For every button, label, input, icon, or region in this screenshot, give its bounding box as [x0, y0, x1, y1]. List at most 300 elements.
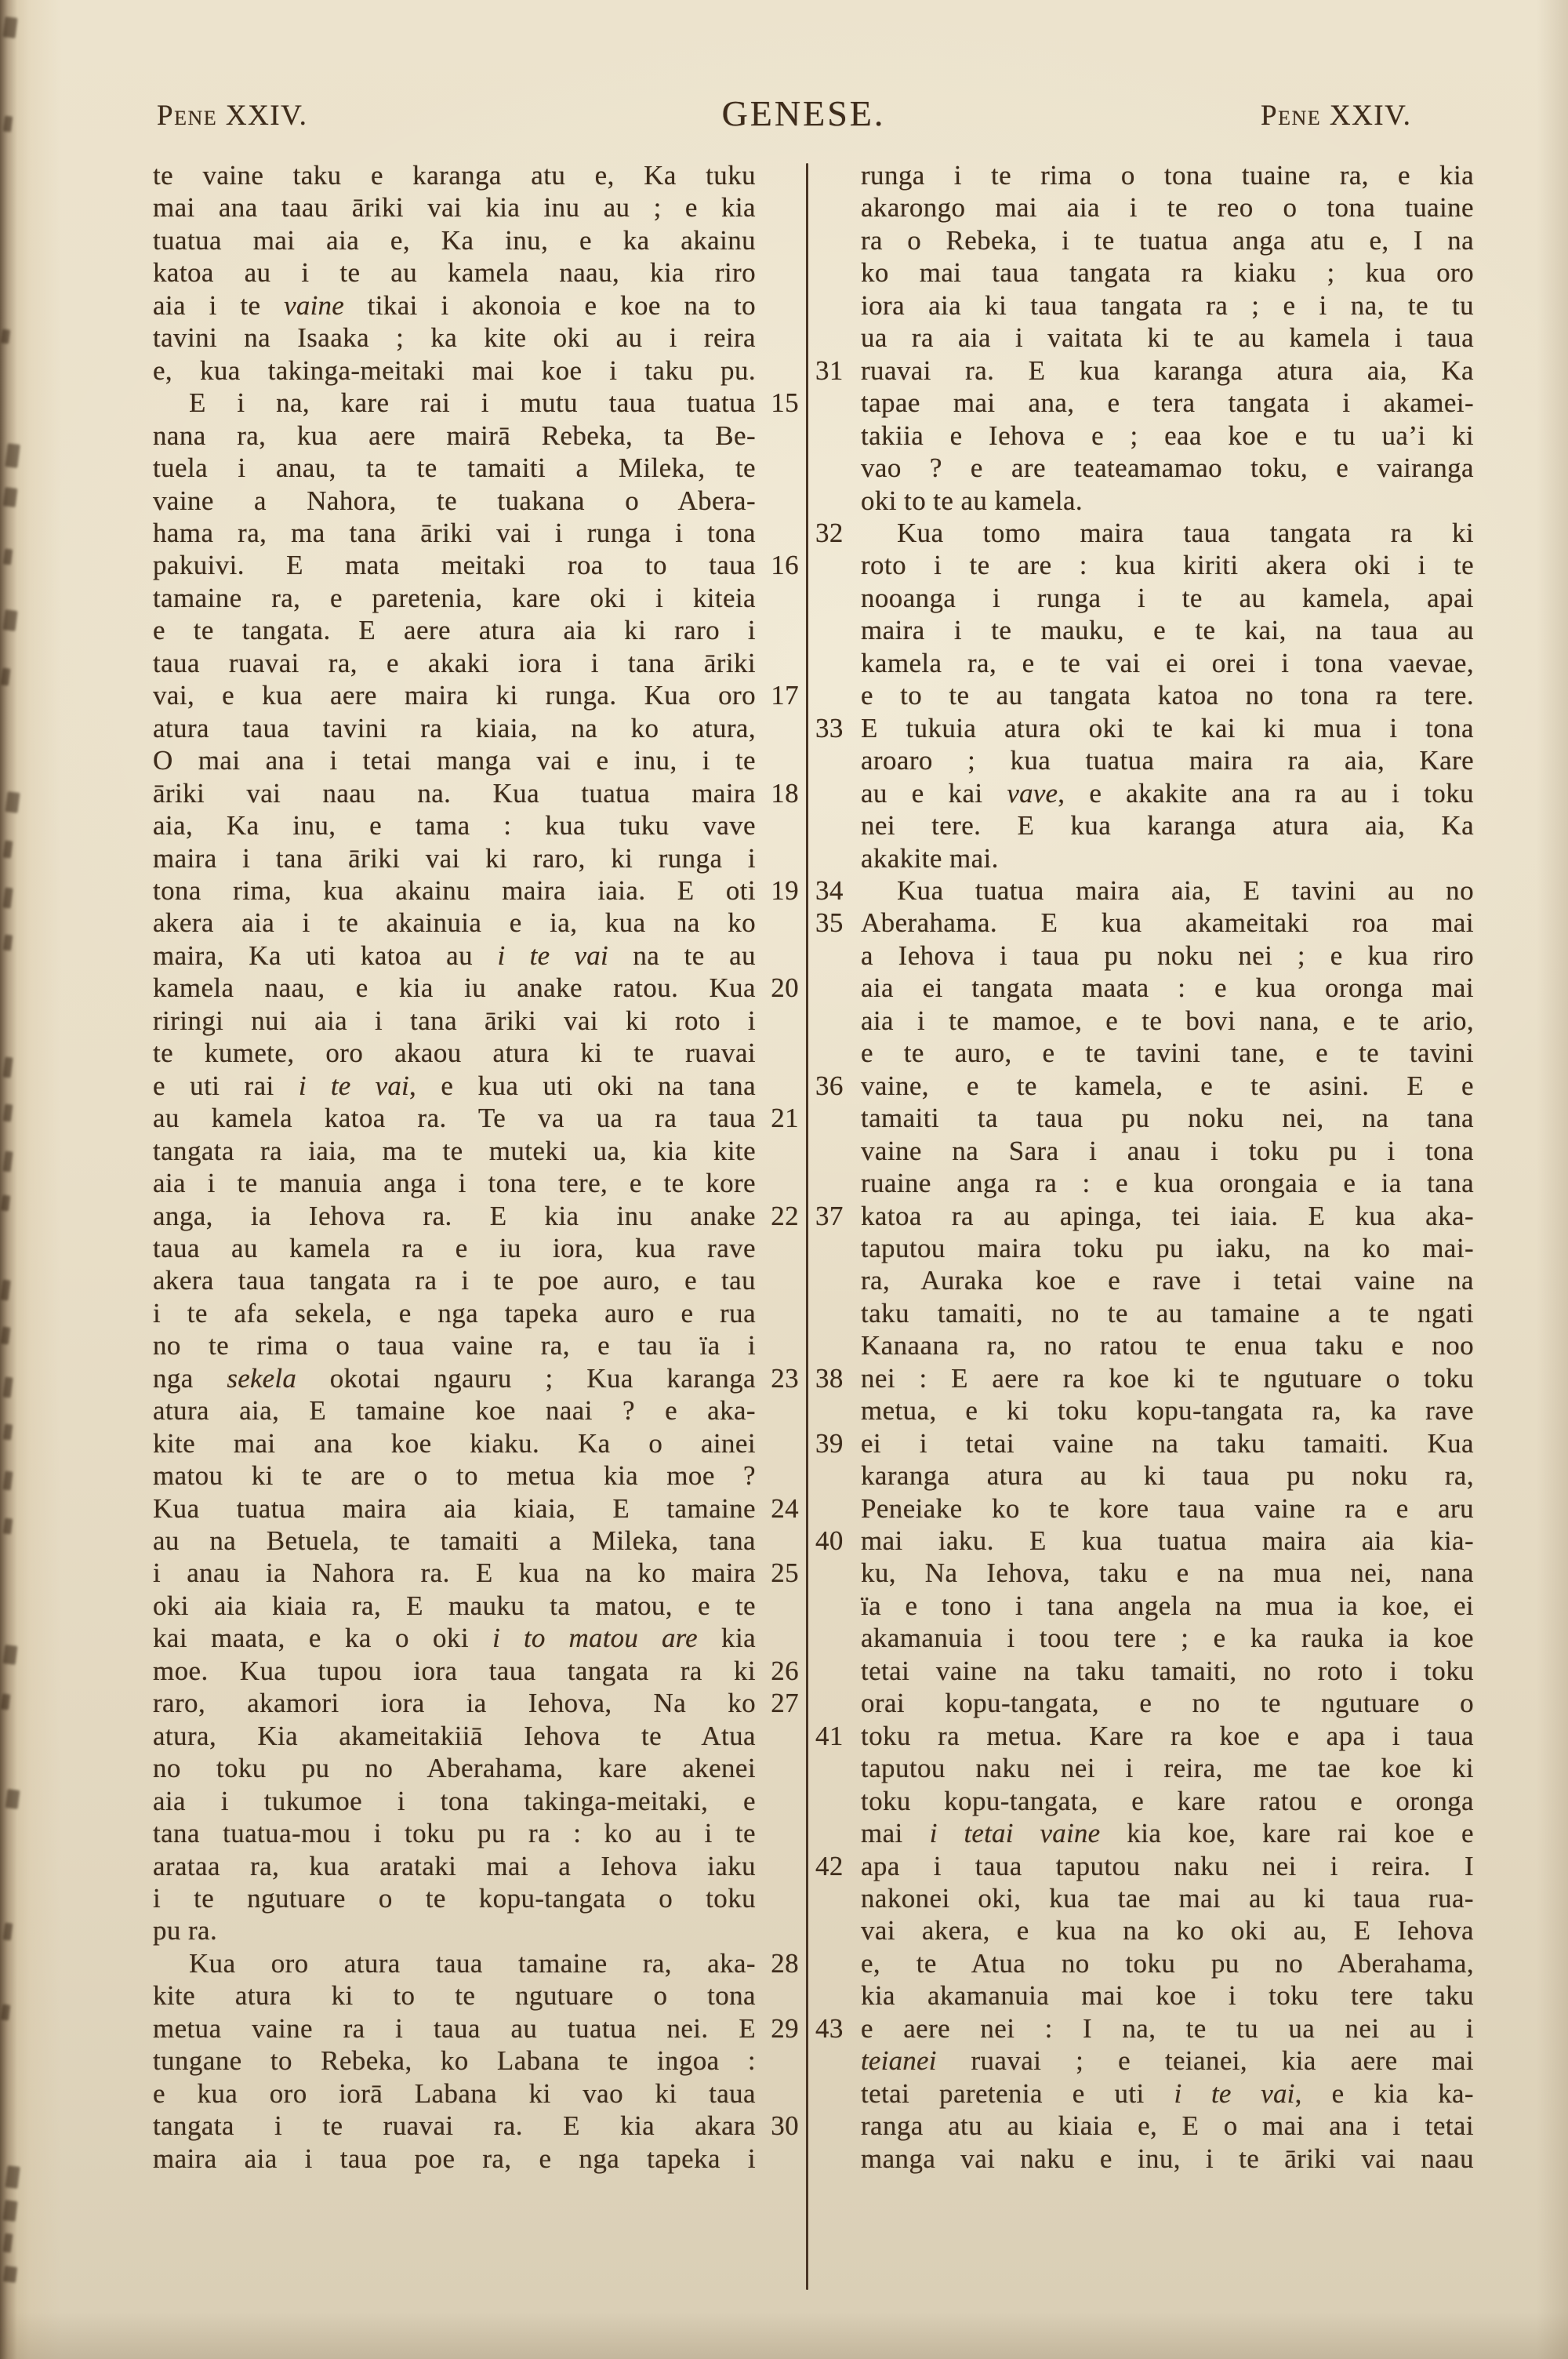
- text-line: [814, 940, 1474, 972]
- text-line: [814, 679, 1474, 711]
- text-line-content: riringi nui aia i tana āriki vai ki roto i: [153, 1005, 756, 1036]
- text-line: [814, 420, 1474, 452]
- text-line: [814, 1557, 1474, 1589]
- adjacent-page-text-fragment: [5, 1789, 20, 1809]
- text-line-content: kamela ra, e te vai ei orei i tona vaevae,: [861, 647, 1474, 678]
- text-line-content: Kua tuatua maira aia, E tavini au no: [897, 874, 1474, 906]
- verse-number: 17: [771, 680, 799, 711]
- text-line-content: arataa ra, kua arataki mai a Iehova iaku: [153, 1850, 756, 1881]
- text-line: [153, 1655, 804, 1687]
- text-line: [153, 1752, 804, 1784]
- verse-number: 27: [771, 1688, 799, 1719]
- text-line: [153, 1329, 804, 1361]
- text-line: [153, 159, 804, 191]
- text-line: [153, 1297, 804, 1329]
- text-line: [153, 1394, 804, 1427]
- text-line: [814, 1850, 1474, 1882]
- adjacent-page-text-fragment: [2, 16, 17, 38]
- text-line-content: ei i tetai vaine na taku tamaiti. Kua: [861, 1427, 1474, 1459]
- text-line-content: i anau ia Nahora ra. E kua na ko maira: [153, 1558, 756, 1589]
- text-line: [153, 354, 804, 387]
- text-line: [814, 1394, 1474, 1427]
- verse-number: 36: [815, 1070, 844, 1101]
- text-line-content: ko mai taua tangata ra kiaku ; kua oro: [861, 257, 1474, 289]
- text-line-content: mai iaku. E kua tuatua maira aia kia-: [861, 1525, 1474, 1557]
- text-line: [153, 1264, 804, 1296]
- text-line-content: tona rima, kua akainu maira iaia. E oti: [153, 874, 756, 906]
- text-line-content: raro, akamori iora ia Iehova, Na ko: [153, 1688, 756, 1719]
- text-line-content: e aere nei : I na, te tu ua nei au i: [861, 2012, 1474, 2044]
- text-line: [153, 712, 804, 744]
- adjacent-page-text-fragment: [3, 2266, 17, 2283]
- page-bottom-edge-shading: [0, 2312, 1568, 2359]
- text-line-content: Kanaana ra, no ratou te enua taku e noo: [861, 1330, 1474, 1361]
- text-line-content: orai kopu-tangata, e no te ngutuare o: [861, 1688, 1474, 1719]
- text-line-content: O mai ana i tetai manga vai e inu, i te: [153, 745, 756, 776]
- verse-number: 25: [771, 1558, 799, 1589]
- text-line-content: takiia e Iehova e ; eaa koe e tu ua’i ki: [861, 420, 1474, 451]
- text-line: [153, 582, 804, 614]
- text-line: [814, 2077, 1474, 2110]
- text-line-content: Peneiake ko te kore taua vaine ra e aru: [861, 1492, 1474, 1524]
- text-line: [814, 256, 1474, 289]
- text-column-left: [153, 159, 804, 2175]
- text-line-content: maira, Ka uti katoa au i te vai na te au: [153, 940, 757, 971]
- text-line-content: e, te Atua no toku pu no Aberahama,: [861, 1947, 1474, 1979]
- text-line: [153, 1590, 804, 1622]
- verse-number: 26: [771, 1655, 799, 1686]
- text-line: [814, 2110, 1474, 2142]
- text-line-content: i te ngutuare o te kopu-tangata o toku: [153, 1883, 756, 1914]
- text-line: [153, 744, 804, 776]
- text-line: [153, 1687, 804, 1719]
- text-line-content: oki to te au kamela.: [861, 485, 1083, 516]
- text-line: [814, 1817, 1474, 1849]
- text-line: [814, 2012, 1474, 2045]
- text-line: [153, 647, 804, 679]
- text-line-content: manga vai naku e inu, i te āriki vai naau: [861, 2143, 1474, 2174]
- text-line: [153, 420, 804, 452]
- text-line: [814, 1037, 1474, 1069]
- adjacent-page-text-fragment: [3, 548, 13, 565]
- text-line: [153, 1525, 804, 1557]
- adjacent-page-text-fragment: [5, 2165, 20, 2189]
- text-line-content: matou ki te are o to metua kia moe ?: [153, 1460, 756, 1492]
- text-line: [814, 387, 1474, 419]
- adjacent-page-text-fragment: [3, 1423, 13, 1440]
- text-line-content: E tukuia atura oki te kai ki mua i tona: [861, 712, 1474, 743]
- text-line: [814, 1525, 1474, 1557]
- adjacent-page-text-fragment: [5, 791, 20, 813]
- text-line: [814, 809, 1474, 841]
- text-line: [153, 2110, 804, 2142]
- verse-number: 33: [815, 712, 844, 743]
- text-line: [153, 517, 804, 549]
- text-line: [153, 224, 804, 256]
- verse-number: 30: [771, 2110, 799, 2142]
- text-line-content: aia i tukumoe i tona takinga-meitaki, e: [153, 1785, 756, 1816]
- text-line-content: kia akamanuia mai koe i toku tere taku: [861, 1980, 1474, 2012]
- text-line: [153, 777, 804, 809]
- text-line-content: tamaine ra, e paretenia, kare oki i kiteia: [153, 582, 756, 613]
- text-line-content: nei tere. E kua karanga atura aia, Ka: [861, 810, 1474, 841]
- text-line-content: aia ei tangata maata : e kua oronga mai: [861, 972, 1474, 1004]
- text-line: [153, 1005, 804, 1037]
- text-line: [814, 1459, 1474, 1492]
- text-line: [153, 907, 804, 939]
- text-line-content: toku kopu-tangata, e kare ratou e oronga: [861, 1785, 1474, 1816]
- text-line: [153, 1979, 804, 2012]
- adjacent-page-text-fragment: [1, 667, 11, 685]
- verse-number: 35: [815, 907, 844, 939]
- adjacent-page-text-fragment: [3, 1103, 13, 1121]
- text-line-content: Kua oro atura taua tamaine ra, aka-: [189, 1947, 756, 1979]
- text-line-content: iora aia ki taua tangata ra ; e i na, te tu: [861, 289, 1474, 321]
- text-line-content: akera aia i te akainuia e ia, kua na ko: [153, 907, 756, 939]
- text-line: [814, 1135, 1474, 1167]
- adjacent-page-text-fragment: [3, 1470, 13, 1490]
- text-line-content: Kua tomo maira taua tangata ra ki: [897, 517, 1474, 548]
- text-line: [814, 1655, 1474, 1687]
- text-line: [814, 1070, 1474, 1102]
- verse-number: 23: [771, 1362, 799, 1394]
- text-line: [814, 1005, 1474, 1037]
- text-line: [153, 2045, 804, 2077]
- text-line: [153, 1135, 804, 1167]
- text-line: [814, 159, 1474, 191]
- text-line-content: aia i te manuia anga i tona tere, e te kore: [153, 1168, 756, 1199]
- text-line-content: e kua oro iorā Labana ki vao ki taua: [153, 2077, 756, 2109]
- text-line: [153, 1200, 804, 1232]
- verse-number: 21: [771, 1103, 799, 1134]
- text-line-content: taku tamaiti, no te au tamaine a te ngati: [861, 1297, 1474, 1329]
- text-line-content: e te auro, e te tavini tane, e te tavini: [861, 1038, 1474, 1069]
- verse-number: 19: [771, 874, 799, 906]
- text-line-content: a Iehova i taua pu noku nei ; e kua riro: [861, 940, 1474, 971]
- verse-number: 16: [771, 550, 799, 581]
- text-line: [814, 1167, 1474, 1199]
- text-line: [814, 1622, 1474, 1654]
- text-line-content: vaine, e te kamela, e te asini. E e: [861, 1070, 1474, 1101]
- running-head-left: Pene XXIV.: [157, 100, 308, 132]
- text-line-content: nooanga i runga i te au kamela, apai: [861, 582, 1474, 613]
- text-line-content: taua ruavai ra, e akaki iora i tana āriki: [153, 647, 756, 678]
- verse-number: 18: [771, 777, 799, 809]
- text-line-content: kite atura ki to te ngutuare o tona: [153, 1980, 756, 2012]
- text-line-content: maira i te mauku, e te kai, na taua au: [861, 615, 1474, 646]
- text-line: [153, 1785, 804, 1817]
- text-line: [153, 1850, 804, 1882]
- text-line-content: tungane to Rebeka, ko Labana te ingoa :: [153, 2045, 756, 2077]
- text-line: [153, 1167, 804, 1199]
- text-line-content: e te tangata. E aere atura aia ki raro i: [153, 615, 756, 646]
- text-line: [153, 1492, 804, 1525]
- text-line: [814, 907, 1474, 939]
- text-line: [814, 712, 1474, 744]
- verse-number: 24: [771, 1492, 799, 1524]
- text-line: [814, 1785, 1474, 1817]
- text-line: [814, 2045, 1474, 2077]
- text-line-content: mai i tetai vaine kia koe, kare rai koe e: [861, 1818, 1474, 1849]
- text-line: [814, 777, 1474, 809]
- text-line-content: tetai vaine na taku tamaiti, no roto i toku: [861, 1655, 1474, 1686]
- text-line-content: kamela naau, e kia iu anake ratou. Kua: [153, 972, 756, 1004]
- text-line-content: akarongo mai aia i te reo o tona tuaine: [861, 192, 1474, 224]
- verse-number: 15: [771, 387, 799, 419]
- text-line: [153, 2077, 804, 2110]
- text-line: [153, 614, 804, 646]
- text-line-content: oki aia kiaia ra, E mauku ta matou, e te: [153, 1590, 756, 1621]
- page-right-edge-shading: [1537, 0, 1568, 2359]
- text-line: [814, 485, 1474, 517]
- text-line-content: taputou maira toku pu iaku, na ko mai-: [861, 1232, 1474, 1263]
- adjacent-page-text-fragment: [3, 1922, 13, 1940]
- adjacent-page-text-fragment: [2, 2200, 17, 2222]
- text-line: [814, 614, 1474, 646]
- verse-number: 31: [815, 354, 844, 386]
- text-line: [153, 1232, 804, 1264]
- text-line: [814, 289, 1474, 322]
- text-line-content: maira i tana āriki vai ki raro, ki runga i: [153, 842, 756, 874]
- verse-number: 28: [771, 1947, 799, 1979]
- text-line-content: metua, e ki toku kopu-tangata ra, ka rave: [861, 1395, 1474, 1427]
- adjacent-page-text-fragment: [1, 1693, 10, 1710]
- adjacent-page-text-fragment: [3, 934, 13, 951]
- text-line-content: tetai paretenia e uti i te vai, e kia ka-: [861, 2077, 1474, 2109]
- text-line-content: ua ra aia i vaitata ki te au kamela i taua: [861, 322, 1474, 354]
- text-line: [814, 1947, 1474, 1979]
- text-line: [153, 1947, 804, 1979]
- text-line: [153, 874, 804, 907]
- text-line-content: tangata i te ruavai ra. E kia akara: [153, 2110, 756, 2142]
- text-line-content: atura, Kia akameitakiiā Iehova te Atua: [153, 1720, 756, 1751]
- text-line: [814, 1264, 1474, 1296]
- text-line: [153, 549, 804, 581]
- text-line-content: tangata ra iaia, ma te muteki ua, kia kite: [153, 1135, 756, 1166]
- text-line: [814, 517, 1474, 549]
- text-line-content: vai, e kua aere maira ki runga. Kua oro: [153, 680, 756, 711]
- text-line: [814, 1687, 1474, 1719]
- text-line-content: no te rima o taua vaine ra, e tau ïa i: [153, 1330, 756, 1361]
- verse-number: 29: [771, 2012, 799, 2044]
- text-line-content: nakonei oki, kua tae mai au ki taua rua-: [861, 1883, 1474, 1914]
- adjacent-page-text-fragment: [2, 609, 17, 631]
- text-line-content: e to te au tangata katoa no tona ra tere.: [861, 680, 1474, 711]
- text-line: [153, 256, 804, 289]
- text-line-content: aia i te mamoe, e te bovi nana, e te ario,: [861, 1005, 1474, 1036]
- text-line: [814, 582, 1474, 614]
- text-line: [814, 1492, 1474, 1525]
- text-line-content: au kamela katoa ra. Te va ua ra taua: [153, 1103, 756, 1134]
- text-line-content: ruaine anga ra : e kua orongaia e ia tana: [861, 1168, 1474, 1199]
- text-line: [814, 972, 1474, 1004]
- text-line-content: te vaine taku e karanga atu e, Ka tuku: [153, 160, 756, 191]
- text-line-content: pakuivi. E mata meitaki roa to taua: [153, 550, 756, 581]
- text-line-content: tamaiti ta taua pu noku nei, na tana: [861, 1103, 1474, 1134]
- text-line: [153, 1102, 804, 1134]
- text-line-content: nga sekela okotai ngauru ; Kua karanga: [153, 1362, 756, 1394]
- adjacent-page-text-fragment: [1, 329, 10, 343]
- text-line-content: akamanuia i toou tere ; e ka rauka ia koe: [861, 1623, 1474, 1654]
- text-line: [153, 1557, 804, 1589]
- verse-number: 20: [771, 972, 799, 1004]
- text-line: [814, 647, 1474, 679]
- text-line: [814, 1427, 1474, 1459]
- text-line: [153, 452, 804, 484]
- text-line-content: anga, ia Iehova ra. E kia inu anake: [153, 1200, 756, 1231]
- text-line-content: tuatua mai aia e, Ka inu, e ka akainu: [153, 224, 756, 256]
- text-line: [814, 1914, 1474, 1946]
- text-line: [153, 1622, 804, 1654]
- text-line-content: akakite mai.: [861, 842, 999, 874]
- adjacent-page-text-fragment: [3, 2233, 13, 2252]
- adjacent-page-text-fragment: [1, 1326, 11, 1344]
- verse-number: 22: [771, 1200, 799, 1231]
- adjacent-page-text-fragment: [3, 840, 13, 858]
- verse-number: 37: [815, 1200, 844, 1231]
- adjacent-page-text-fragment: [2, 887, 13, 908]
- adjacent-page-text-fragment: [1, 2004, 10, 2020]
- text-line-content: ruavai ra. E kua karanga atura aia, Ka: [861, 354, 1474, 386]
- text-line-content: runga i te rima o tona tuaine ra, e kia: [861, 160, 1474, 191]
- text-line-content: tavini na Isaaka ; ka kite oki au i reira: [153, 322, 756, 354]
- text-line-content: tuela i anau, ta te tamaiti a Mileka, te: [153, 453, 756, 484]
- text-line: [814, 874, 1474, 907]
- text-line: [153, 1817, 804, 1849]
- text-line: [153, 972, 804, 1004]
- adjacent-page-text-fragment: [3, 115, 13, 132]
- adjacent-page-text-fragment: [5, 443, 20, 468]
- text-line-content: te kumete, oro akaou atura ki te ruavai: [153, 1038, 756, 1069]
- running-head-right: Pene XXIV.: [1261, 100, 1412, 132]
- adjacent-page-text-fragment: [2, 1056, 13, 1078]
- text-line-content: moe. Kua tupou iora taua tangata ra ki: [153, 1655, 756, 1686]
- text-line-content: katoa au i te au kamela naau, kia riro: [153, 257, 756, 289]
- text-line: [814, 744, 1474, 776]
- text-line-content: ku, Na Iehova, taku e na mua nei, nana: [861, 1558, 1474, 1589]
- text-line-content: taputou naku nei i reira, me tae koe ki: [861, 1753, 1474, 1784]
- adjacent-page-text-fragment: [0, 1279, 10, 1300]
- text-line-content: ïa e tono i tana angela na mua ia koe, ei: [861, 1590, 1474, 1621]
- text-line: [153, 289, 804, 322]
- text-line-content: ranga atu au kiaia e, E o mai ana i tetai: [861, 2110, 1474, 2142]
- text-line-content: kai maata, e ka o oki i to matou are kia: [153, 1623, 757, 1654]
- verse-number: 39: [815, 1427, 844, 1459]
- text-line-content: no toku pu no Aberahama, kare akenei: [153, 1753, 756, 1784]
- text-line: [153, 2143, 804, 2175]
- verse-number: 34: [815, 874, 844, 906]
- text-line: [153, 1427, 804, 1459]
- text-line-content: aia i te vaine tikai i akonoia e koe na to: [153, 289, 756, 321]
- text-line-content: atura taua tavini ra kiaia, na ko atura,: [153, 712, 756, 743]
- adjacent-page-text-fragment: [3, 1518, 13, 1534]
- text-line: [814, 354, 1474, 387]
- text-line-content: nana ra, kua aere mairā Rebeka, ta Be-: [153, 420, 756, 451]
- text-line-content: nei : E aere ra koe ki te ngutuare o toku: [861, 1362, 1474, 1394]
- text-line-content: tana tuatua-mou i toku pu ra : ko au i te: [153, 1818, 756, 1849]
- text-line: [814, 1200, 1474, 1232]
- text-line-content: atura aia, E tamaine koe naai ? e aka-: [153, 1395, 756, 1427]
- text-line: [153, 1037, 804, 1069]
- text-line-content: Kua tuatua maira aia kiaia, E tamaine: [153, 1492, 756, 1524]
- text-line: [814, 1752, 1474, 1784]
- text-line-content: karanga atura au ki taua pu noku ra,: [861, 1460, 1474, 1492]
- text-line: [814, 549, 1474, 581]
- text-line: [153, 1882, 804, 1914]
- text-line: [814, 191, 1474, 224]
- text-line: [153, 485, 804, 517]
- adjacent-page-text-fragment: [1, 1194, 10, 1211]
- verse-number: 32: [815, 517, 844, 548]
- book-gutter-shadow: [0, 0, 61, 2359]
- text-line-content: E i na, kare rai i mutu taua tuatua: [189, 387, 756, 419]
- text-line: [814, 322, 1474, 354]
- text-line: [814, 1297, 1474, 1329]
- text-line: [814, 1232, 1474, 1264]
- verse-number: 43: [815, 2012, 844, 2044]
- text-line: [814, 1590, 1474, 1622]
- text-line: [153, 679, 804, 711]
- text-line-content: au na Betuela, te tamaiti a Mileka, tana: [153, 1525, 756, 1557]
- text-line: [153, 1070, 804, 1102]
- verse-number: 41: [815, 1720, 844, 1751]
- text-line-content: teianei ruavai ; e teianei, kia aere mai: [861, 2045, 1474, 2077]
- text-line: [153, 2012, 804, 2045]
- text-line-content: taua au kamela ra e iu iora, kua rave: [153, 1232, 756, 1263]
- text-line: [814, 1720, 1474, 1752]
- text-line-content: pu ra.: [153, 1915, 218, 1946]
- text-line: [153, 387, 804, 419]
- text-line: [153, 1720, 804, 1752]
- text-line-content: apa i taua taputou naku nei i reira. I: [861, 1850, 1474, 1881]
- text-line: [814, 224, 1474, 256]
- text-line-content: i te afa sekela, e nga tapeka auro e rua: [153, 1297, 756, 1329]
- text-line-content: tapae mai ana, e tera tangata i akamei-: [861, 387, 1474, 419]
- text-line-content: vao ? e are teateamamao toku, e vairanga: [861, 453, 1474, 484]
- text-line-content: ra, Auraka koe e rave i tetai vaine na: [861, 1265, 1474, 1296]
- text-line-content: āriki vai naau na. Kua tuatua maira: [153, 777, 756, 809]
- adjacent-page-text-fragment: [3, 487, 18, 507]
- text-line: [814, 1102, 1474, 1134]
- text-line: [814, 1882, 1474, 1914]
- text-line-content: hama ra, ma tana āriki vai i runga i tona: [153, 517, 756, 548]
- text-line: [153, 940, 804, 972]
- text-line-content: au e kai vave, e akakite ana ra au i toku: [861, 777, 1474, 809]
- adjacent-page-text-fragment: [3, 1645, 18, 1665]
- text-line-content: e, kua takinga-meitaki mai koe i taku pu.: [153, 354, 756, 386]
- text-line: [814, 1362, 1474, 1394]
- text-line: [153, 322, 804, 354]
- text-column-right: [814, 159, 1474, 2175]
- text-line-content: roto i te are : kua kiriti akera oki i te: [861, 550, 1474, 581]
- text-line: [814, 842, 1474, 874]
- text-line: [153, 809, 804, 841]
- text-line-content: maira aia i taua poe ra, e nga tapeka i: [153, 2143, 756, 2174]
- verse-number: 40: [815, 1525, 844, 1557]
- text-line-content: vaine na Sara i anau i toku pu i tona: [861, 1135, 1474, 1166]
- text-line-content: ra o Rebeka, i te tuatua anga atu e, I na: [861, 224, 1474, 256]
- text-line: [814, 1329, 1474, 1361]
- text-line-content: kite mai ana koe kiaku. Ka o ainei: [153, 1427, 756, 1459]
- text-line-content: akera taua tangata ra i te poe auro, e tau: [153, 1265, 756, 1296]
- adjacent-page-text-fragment: [2, 1150, 13, 1172]
- text-line: [814, 2143, 1474, 2175]
- text-line-content: aroaro ; kua tuatua maira ra aia, Kare: [861, 745, 1474, 776]
- text-line: [814, 1979, 1474, 2012]
- text-line-content: vai akera, e kua na ko oki au, E Iehova: [861, 1915, 1474, 1946]
- text-line-content: e uti rai i te vai, e kua uti oki na tana: [153, 1070, 757, 1101]
- text-line-content: vaine a Nahora, te tuakana o Abera-: [153, 485, 756, 516]
